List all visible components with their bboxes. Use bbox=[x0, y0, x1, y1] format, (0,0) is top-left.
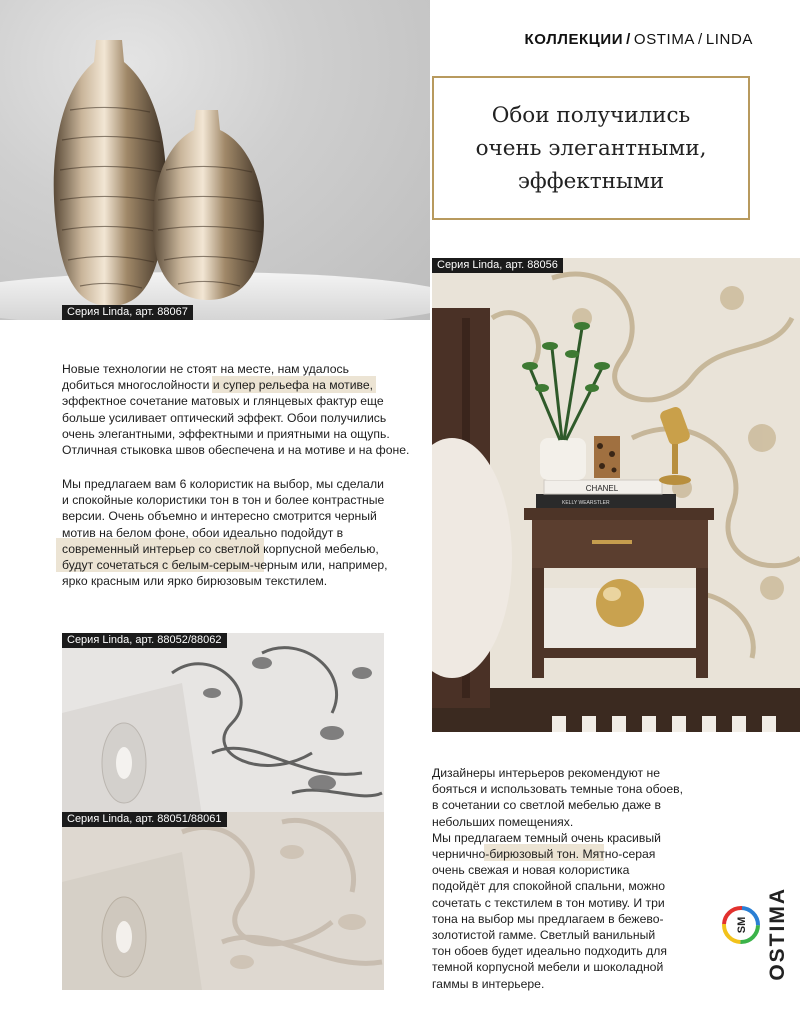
text-line: небольших помещениях. bbox=[432, 814, 574, 829]
text-line: очень элегантными, эффектными и приятными на ощупь. bbox=[62, 426, 390, 441]
roll1-caption: Серия Linda, арт. 88052/88062 bbox=[62, 633, 227, 648]
book-spine-label: CHANEL bbox=[585, 484, 619, 493]
text-line: мотив на белом фоне, обои идеально подойдут в bbox=[62, 525, 344, 540]
bedroom-caption: Серия Linda, арт. 88056 bbox=[432, 258, 563, 273]
roll-illustration bbox=[62, 812, 384, 990]
breadcrumb-series: LINDA bbox=[705, 31, 753, 48]
text-line: и спокойные колористики тон в тон и более контрастные bbox=[62, 493, 385, 508]
quote-line: Обои получились bbox=[491, 102, 691, 128]
text-line: сочетать с текстилем в тон мотиву. И три bbox=[432, 895, 665, 910]
roll-photo-88052 bbox=[62, 633, 384, 816]
vases-caption: Серия Linda, арт. 88067 bbox=[62, 305, 193, 320]
text-line: эффектное сочетание матовых и глянцевых фактур еще bbox=[62, 394, 384, 409]
text-line: ярко красным или ярко бирюзовым текстилем. bbox=[62, 574, 328, 589]
vases-photo bbox=[0, 0, 430, 320]
text-line: чернично-бирюзовый тон. Мятно-серая bbox=[432, 847, 656, 862]
text-line: подойдёт для спокойной спальни, можно bbox=[432, 879, 666, 894]
text-line: добиться многослойности и супер рельефа на мотиве, bbox=[62, 378, 374, 393]
text-line: версии. Очень объемно и интересно смотрится черный bbox=[62, 509, 377, 524]
bedroom-illustration bbox=[432, 258, 800, 732]
text-line: Отличная стыковка швов обеспечена и на мотиве и на фоне. bbox=[62, 443, 410, 458]
text-line: Дизайнеры интерьеров рекомендуют не bbox=[432, 766, 660, 780]
roll2-caption: Серия Linda, арт. 88051/88061 bbox=[62, 812, 227, 827]
breadcrumb bbox=[525, 31, 753, 48]
quote-text bbox=[446, 99, 736, 198]
bedroom-photo bbox=[432, 258, 800, 732]
text-line: в сочетании со светлой мебелью даже в bbox=[432, 798, 661, 813]
text-line: современный интерьер со светлой корпусной мебелью, bbox=[62, 541, 379, 556]
text-line: золотистой гамме. Светлый ванильный bbox=[432, 928, 656, 943]
roll-illustration bbox=[62, 633, 384, 816]
text-line: темной корпусной мебели и шоколадной bbox=[432, 960, 664, 975]
text-line: гаммы в интерьере. bbox=[432, 976, 545, 991]
vases-illustration bbox=[0, 0, 430, 320]
text-line: Новые технологии не стоят на месте, нам удалось bbox=[62, 362, 349, 376]
text-block-dark-tones bbox=[432, 765, 702, 992]
text-line: Мы предлагаем темный очень красивый bbox=[432, 830, 661, 845]
quote-box bbox=[432, 76, 750, 220]
text-block-technology bbox=[62, 361, 412, 458]
text-line: тона на выбор мы предлагаем в бежево- bbox=[432, 911, 664, 926]
text-line: тон обоев будет идеально подходить для bbox=[432, 944, 667, 959]
roll-photo-88051 bbox=[62, 812, 384, 990]
logo-monogram: SM bbox=[736, 916, 748, 934]
text-block-colorways bbox=[62, 476, 414, 589]
breadcrumb-brand[interactable]: OSTIMA bbox=[633, 31, 696, 48]
text-line: Мы предлагаем вам 6 колористик на выбор, мы сделали bbox=[62, 477, 384, 491]
book-spine-label: KELLY WEARSTLER bbox=[562, 500, 610, 506]
text-line: будут сочетаться с белым-серым-черным или, например, bbox=[62, 558, 388, 573]
quote-line: эффектными bbox=[517, 168, 665, 194]
breadcrumb-collections[interactable]: КОЛЛЕКЦИИ bbox=[524, 31, 624, 48]
quote-line: очень элегантными, bbox=[475, 135, 707, 161]
text-line: больше усиливает оптический эффект. Обои получились bbox=[62, 410, 387, 425]
breadcrumb-separator: / bbox=[698, 31, 703, 48]
logo-wordmark: OSTIMA bbox=[766, 887, 789, 981]
text-line: очень свежая и новая колористика bbox=[432, 863, 630, 878]
breadcrumb-separator: / bbox=[626, 31, 631, 48]
text-line: бояться и использовать темные тона обоев, bbox=[432, 782, 683, 797]
